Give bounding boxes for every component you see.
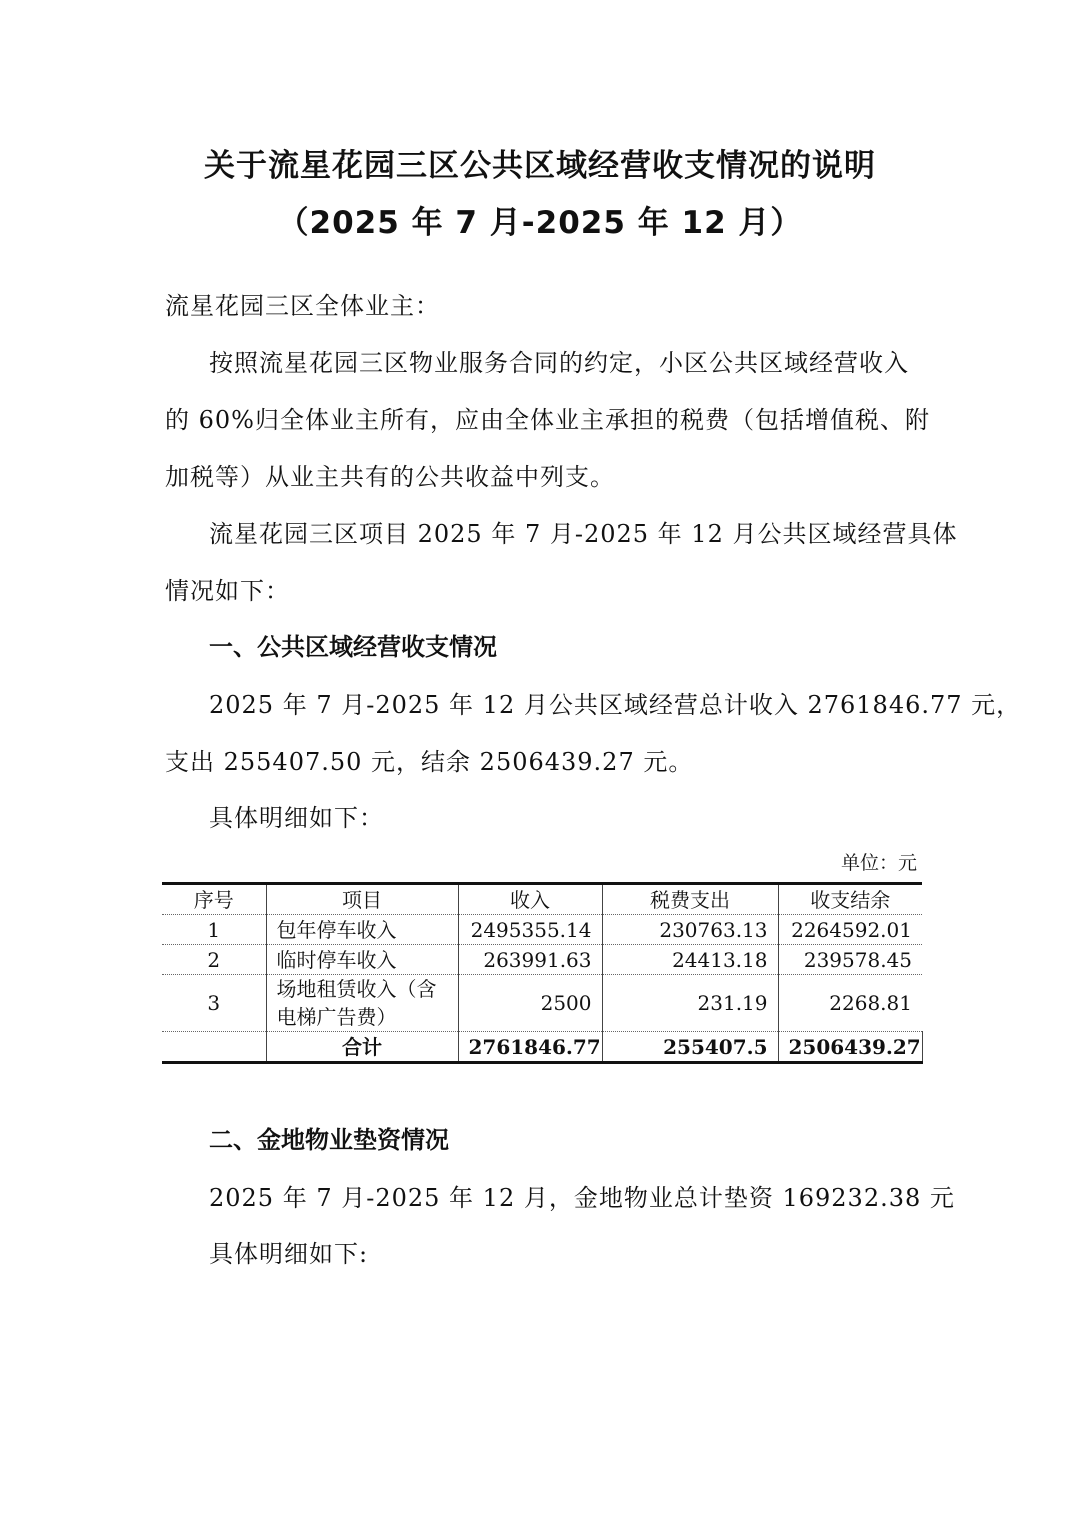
table-total-row [162,1032,922,1063]
cell-income: 263991.63 [458,945,602,975]
cell-item [266,975,458,1032]
header-balance: 收支结余 [778,884,922,915]
cell-item: 包年停车收入 [266,915,458,945]
cell-balance: 2264592.01 [778,915,922,945]
section-1-heading: 一、公共区域经营收支情况 [209,633,497,661]
table-row [162,975,922,1032]
section-2-heading: 二、金地物业垫资情况 [209,1126,449,1154]
unit-label: 单位：元 [840,852,917,874]
cell-no: 3 [162,975,266,1032]
document-title: 关于流星花园三区公共区域经营收支情况的说明 [204,148,876,184]
cell-income: 2495355.14 [458,915,602,945]
paragraph-1-line-2: 的 60%归全体业主所有，应由全体业主承担的税费（包括增值税、附 [165,406,930,434]
table-header-row [162,884,922,915]
total-balance: 2506439.27 [778,1032,922,1063]
cell-balance: 239578.45 [778,945,922,975]
document-subtitle-period: （2025 年 7 月-2025 年 12 月） [277,205,803,241]
total-income: 2761846.77 [458,1032,602,1063]
total-label: 合计 [266,1032,458,1063]
cell-no: 2 [162,945,266,975]
cell-income: 2500 [458,975,602,1032]
paragraph-2-line-1: 流星花园三区项目 2025 年 7 月-2025 年 12 月公共区域经营具体 [209,520,958,548]
cell-balance: 2268.81 [778,975,922,1032]
section-1-text-line-2: 支出 255407.50 元，结余 2506439.27 元。 [165,748,694,776]
cell-item-line-2: 电梯广告费） [276,1005,397,1029]
detail-label-1: 具体明细如下： [209,804,384,832]
cell-item-line-1: 场地租赁收入（含 [276,977,437,1001]
income-expense-table [162,882,923,1064]
salutation: 流星花园三区全体业主： [165,292,440,320]
section-2-text: 2025 年 7 月-2025 年 12 月，金地物业总计垫资 169232.38 元 [209,1184,955,1212]
cell-tax: 231.19 [602,975,778,1032]
table-row [162,945,922,975]
paragraph-1-line-3: 加税等）从业主共有的公共收益中列支。 [165,463,615,491]
header-item: 项目 [266,884,458,915]
total-tax: 255407.5 [602,1032,778,1063]
section-1-text-line-1: 2025 年 7 月-2025 年 12 月公共区域经营总计收入 2761846.77 元， [209,691,1022,719]
cell-item: 临时停车收入 [266,945,458,975]
paragraph-1-line-1: 按照流星花园三区物业服务合同的约定，小区公共区域经营收入 [209,349,909,377]
header-income: 收入 [458,884,602,915]
paragraph-2-line-2: 情况如下： [165,577,290,605]
detail-label-2: 具体明细如下: [209,1240,369,1268]
cell-no: 1 [162,915,266,945]
total-no [162,1032,266,1063]
header-tax: 税费支出 [602,884,778,915]
table-row [162,915,922,945]
header-no: 序号 [162,884,266,915]
cell-tax: 24413.18 [602,945,778,975]
cell-tax: 230763.13 [602,915,778,945]
